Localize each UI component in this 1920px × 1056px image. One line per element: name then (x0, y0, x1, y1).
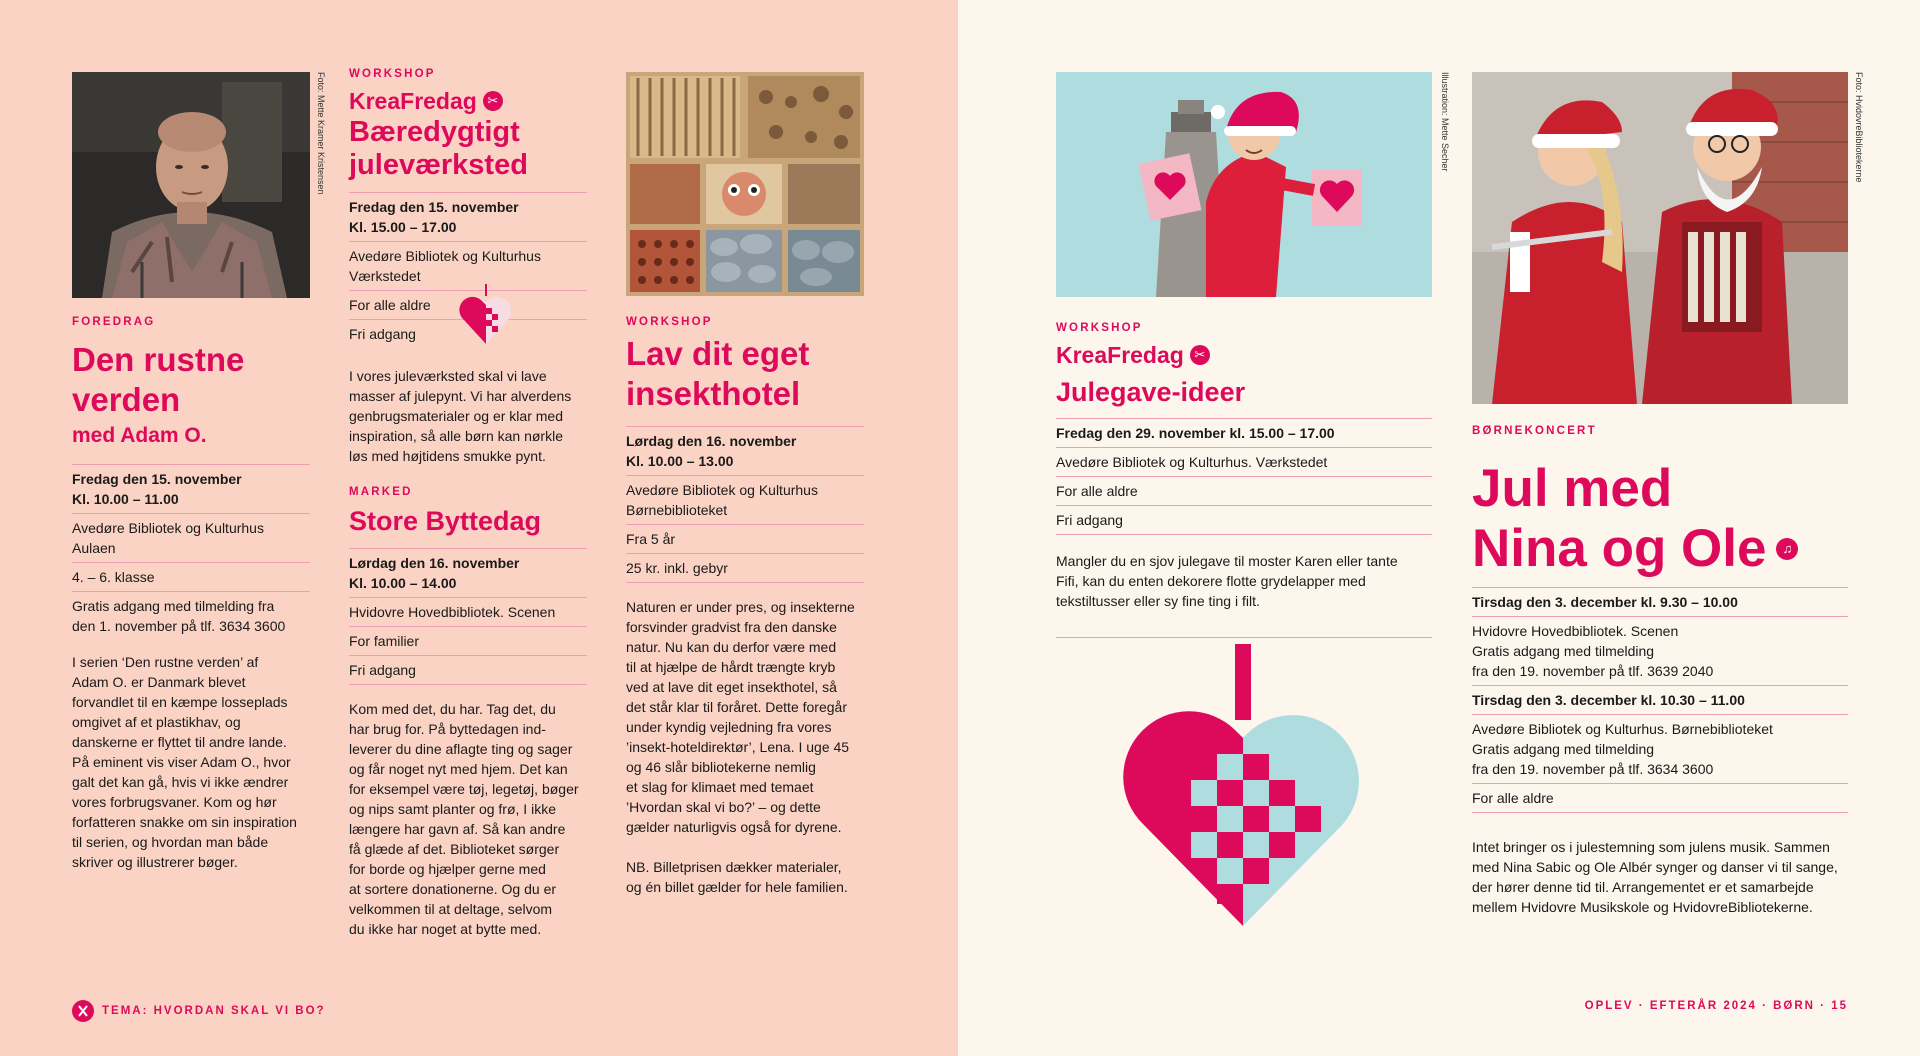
info-date: Fredag den 15. november Kl. 15.00 – 17.00 (349, 192, 587, 241)
adam-o-photo (72, 72, 310, 298)
small-heart-ornament (459, 284, 513, 348)
event-info (626, 426, 864, 583)
kreafredag-label: KreaFredag (1056, 342, 1184, 368)
info-audience: For familier (349, 626, 587, 655)
event-title-2: Store Byttedag (349, 506, 542, 536)
page-footer: OPLEV · EFTERÅR 2024 · BØRN · 15 (1584, 1000, 1848, 1012)
info-location: Avedøre Bibliotek og Kulturhus Børnebiblioteket (626, 475, 864, 524)
event-jul-med-nina-og-ole (1472, 425, 1848, 917)
elf-illustration (1056, 72, 1432, 297)
insect-hotel-photo (626, 72, 864, 296)
event-kreafredag-juleværksted (349, 68, 587, 939)
info-audience: For alle aldre (1056, 476, 1432, 505)
info-date-2: Tirsdag den 3. december kl. 10.30 – 11.00 (1472, 685, 1848, 714)
scissors-icon: ✂ (483, 91, 503, 111)
info-location: Avedøre Bibliotek og Kulturhus Værkstedet (349, 241, 587, 290)
event-info-2 (349, 548, 587, 685)
info-location: Avedøre Bibliotek og Kulturhus Aulaen (72, 513, 310, 562)
illustration-credit: Illustration: Mette Secher (1440, 72, 1450, 172)
info-audience: For alle aldre (349, 290, 587, 319)
event-title-line2: Nina og Ole (1472, 519, 1767, 578)
category-label: WORKSHOP (1056, 322, 1143, 334)
event-julegave-ideer (1056, 322, 1432, 638)
event-title-line1: Jul med (1472, 459, 1673, 518)
category-label-2: MARKED (349, 486, 413, 498)
info-audience: Fra 5 år (626, 524, 864, 553)
event-description: Mangler du en sjov julegave til moster Karen eller tante Fifi, kan du enten dekorere flotte grydelapper med tekstiltusser eller sy fine ting i filt. (1056, 553, 1398, 609)
kreafredag-heading (1056, 340, 1432, 370)
event-subtitle: med Adam O. (72, 424, 207, 447)
event-info (72, 464, 310, 640)
info-location-2: Avedøre Bibliotek og Kulturhus. Børnebiblioteket Gratis adgang med tilmelding fra den 19. november på tlf. 3634 3600 (1472, 714, 1848, 783)
theme-icon (72, 1000, 94, 1022)
photo-credit: Foto: Mette Kramer Kristensen (316, 72, 326, 195)
event-description: I serien ‘Den rustne verden’ af Adam O. er Danmark blevet forvandlet til en kæmpe losseplads omgivet af et plastikhav, og danskerne er flyttet til andre lande. På eminent vis viser Adam O., hvor galt det kan gå, hvis vi ikke ændrer vores forbrugsvaner. Kom og hør forfatteren snakke om sin inspiration til serien, og hvordan man både skriver og illustrerer bøger. (72, 654, 297, 870)
info-date: Fredag den 29. november kl. 15.00 – 17.00 (1056, 418, 1432, 447)
photo-credit: Foto: HvidovreBibliotekerne (1854, 72, 1864, 183)
scissors-icon: ✂ (1190, 345, 1210, 365)
event-title: Den rustne verden (72, 341, 245, 418)
event-description: I vores juleværksted skal vi lave masser af julepynt. Vi har alverdens genbrugsmaterialer og er klar med inspiration, så alle børn kan nørkle løs med højtidens smukke pynt. (349, 368, 572, 464)
info-price: 25 kr. inkl. gebyr (626, 553, 864, 583)
event-insekthotel (626, 316, 864, 897)
category-label: BØRNEKONCERT (1472, 425, 1597, 437)
event-description: Naturen er under pres, og insekterne forsvinder gradvist fra den danske natur. Nu kan du derfor være med til at hjælpe de hårdt trængte kryb ved at lave dit eget insekthotel, så det står klar til foråret. Dette foregår under kyndig vejledning fra vores ’insekt-hoteldirektør’, Lena. I uge 45 og 46 slår bibliotekerne nemlig et slag for klimaet med temaet ’Hvordan skal vi bo?’ – og dette gælder naturligvis også for dyrene. NB. Billetprisen dækker materialer, og én billet gælder for hele familien. (626, 599, 855, 895)
info-location-1: Hvidovre Hovedbibliotek. Scenen Gratis adgang med tilmelding fra den 19. november på tlf. 3639 2040 (1472, 616, 1848, 685)
info-audience: 4. – 6. klasse (72, 562, 310, 591)
info-audience: For alle aldre (1472, 783, 1848, 813)
info-price: Fri adgang (1056, 505, 1432, 535)
info-date: Lørdag den 16. november Kl. 10.00 – 14.00 (349, 548, 587, 597)
event-title-row (1472, 519, 1848, 579)
event-info (1472, 587, 1848, 813)
category-label: FOREDRAG (72, 316, 156, 328)
music-note-icon: ♫ (1776, 538, 1798, 560)
divider (1056, 637, 1432, 638)
nina-og-ole-photo (1472, 72, 1848, 404)
event-info (1056, 418, 1432, 535)
event-description-2: Kom med det, du har. Tag det, du har brug for. På byttedagen ind- leverer du dine aflagte ting og sager og får noget nyt med hjem. Det kan for eksempel være tøj, legetøj, bøger og nips samt planter og frø, I ikke længere har gavn af. Så kan andre få glæde af det. Biblioteket sørger for borde og hjælper gerne med at sortere donationerne. Og du er velkommen til at deltage, selvom du ikke har noget at bytte med. (349, 701, 579, 937)
event-den-rustne-verden (72, 316, 310, 872)
info-price: Gratis adgang med tilmelding fra den 1. november på tlf. 3634 3600 (72, 591, 310, 640)
left-page (0, 0, 958, 1056)
category-label: WORKSHOP (349, 68, 436, 80)
info-price: Fri adgang (349, 655, 587, 685)
info-price: Fri adgang (349, 319, 587, 348)
event-title: Julegave-ideer (1056, 377, 1246, 407)
event-title: Bæredygtigt juleværksted (349, 116, 528, 181)
kreafredag-heading (349, 86, 587, 116)
theme-footer (72, 1000, 326, 1022)
info-location: Hvidovre Hovedbibliotek. Scenen (349, 597, 587, 626)
category-label: WORKSHOP (626, 316, 713, 328)
info-date-1: Tirsdag den 3. december kl. 9.30 – 10.00 (1472, 587, 1848, 616)
info-date: Lørdag den 16. november Kl. 10.00 – 13.00 (626, 426, 864, 475)
right-page (958, 0, 1920, 1056)
theme-footer-text: TEMA: HVORDAN SKAL VI BO? (102, 1005, 326, 1017)
event-title: Lav dit eget insekthotel (626, 335, 810, 412)
woven-heart-ornament (1123, 644, 1363, 926)
info-date: Fredag den 15. november Kl. 10.00 – 11.00 (72, 464, 310, 513)
info-location: Avedøre Bibliotek og Kulturhus. Værkstedet (1056, 447, 1432, 476)
event-info (349, 192, 587, 348)
kreafredag-label: KreaFredag (349, 88, 477, 114)
event-description: Intet bringer os i julestemning som julens musik. Sammen med Nina Sabic og Ole Albér synger og danser vi til sange, der hører denne tid til. Arrangementet er et samarbejde mellem Hvidovre Musikskole og HvidovreBibliotekerne. (1472, 839, 1838, 915)
